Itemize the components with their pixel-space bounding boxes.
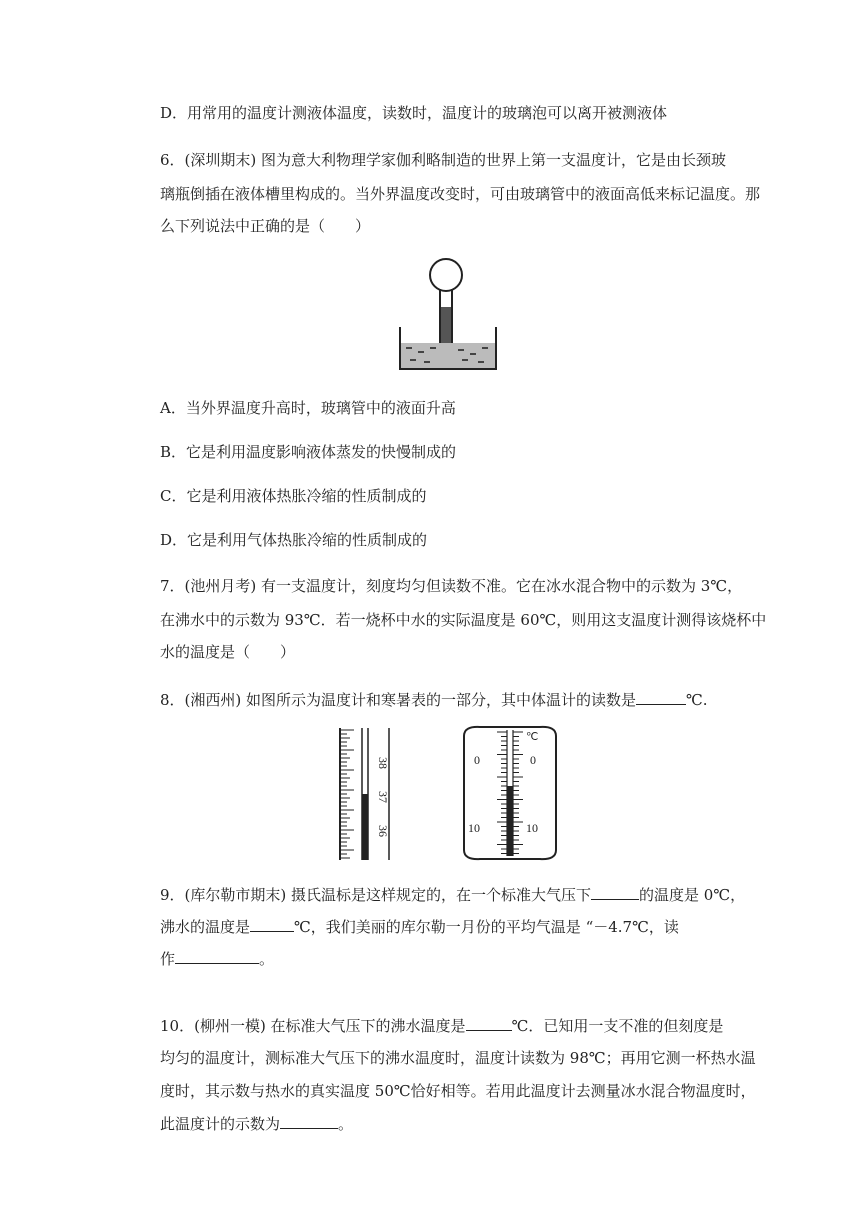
cold-hot-unit-label: ℃ bbox=[526, 731, 539, 743]
cold-hot-label-0-right: 0 bbox=[530, 753, 536, 767]
cold-hot-meter-figure bbox=[460, 724, 560, 862]
q10-text-4a: 此温度计的示数为 bbox=[160, 1115, 281, 1133]
cold-hot-label-0-left: 0 bbox=[474, 753, 480, 767]
q10-line3: 度时，其示数与热水的真实温度 50℃恰好相等。若用此温度计去测量冰水混合物温度时， bbox=[160, 1082, 756, 1100]
clinical-label-37: 37 bbox=[376, 791, 390, 803]
galileo-thermometer-figure bbox=[396, 255, 500, 373]
cold-hot-label-10-left: 10 bbox=[468, 821, 480, 835]
q9-text-2a: 沸水的温度是 bbox=[160, 918, 251, 936]
q10-text-1b: ℃．已知用一支不准的但刻度是 bbox=[511, 1017, 724, 1035]
q9-text-3b: 。 bbox=[259, 950, 275, 968]
q9-text-2b: ℃，我们美丽的库尔勒一月份的平均气温是 “－4.7℃，读 bbox=[294, 918, 679, 936]
q10-blank-2[interactable] bbox=[280, 1113, 338, 1129]
q7-stem-line3: 水的温度是（ ） bbox=[160, 643, 296, 661]
q10-text-4b: 。 bbox=[338, 1115, 354, 1133]
clinical-thermometer-figure bbox=[338, 728, 392, 860]
q8-text-before: 8．(湘西州) 如图所示为温度计和寒暑表的一部分，其中体温计的读数是 bbox=[160, 691, 637, 709]
q10-line2: 均匀的温度计，测标准大气压下的沸水温度时，温度计读数为 98℃；再用它测一杯热水温 bbox=[160, 1049, 756, 1067]
q9-line3 bbox=[160, 948, 274, 969]
q8-answer-blank[interactable] bbox=[636, 689, 686, 705]
q9-blank-2[interactable] bbox=[250, 916, 294, 932]
q10-text-1a: 10．(柳州一模) 在标准大气压下的沸水温度是 bbox=[160, 1017, 466, 1035]
q6-option-b: B．它是利用温度影响液体蒸发的快慢制成的 bbox=[160, 443, 457, 461]
q10-blank-1[interactable] bbox=[466, 1015, 512, 1031]
cold-hot-label-10-right: 10 bbox=[526, 821, 538, 835]
q10-line1 bbox=[160, 1015, 723, 1036]
q6-option-a: A．当外界温度升高时，玻璃管中的液面升高 bbox=[160, 399, 456, 417]
q9-blank-1[interactable] bbox=[591, 884, 639, 900]
q10-line4 bbox=[160, 1113, 353, 1134]
q9-blank-3[interactable] bbox=[175, 948, 259, 964]
q8-stem bbox=[160, 689, 708, 710]
q6-stem-line2: 璃瓶倒插在液体槽里构成的。当外界温度改变时，可由玻璃管中的液面高低来标记温度。那 bbox=[160, 185, 761, 203]
q7-stem-line1: 7．(池州月考) 有一支温度计，刻度均匀但读数不准。它在冰水混合物中的示数为 3℃， bbox=[160, 577, 743, 595]
q7-stem-line2: 在沸水中的示数为 93℃．若一烧杯中水的实际温度是 60℃，则用这支温度计测得该烧杯中 bbox=[160, 611, 767, 629]
q5-option-d: D．用常用的温度计测液体温度，读数时，温度计的玻璃泡可以离开被测液体 bbox=[160, 104, 668, 122]
q6-stem-line1: 6．(深圳期末) 图为意大利物理学家伽利略制造的世界上第一支温度计，它是由长颈玻 bbox=[160, 151, 727, 169]
q9-text-1b: 的温度是 0℃， bbox=[639, 886, 746, 904]
q8-text-after: ℃. bbox=[686, 691, 708, 709]
clinical-label-36: 36 bbox=[376, 825, 390, 837]
clinical-label-38: 38 bbox=[376, 757, 390, 769]
q6-stem-line3: 么下列说法中正确的是（ ） bbox=[160, 217, 371, 235]
q9-text-3a: 作 bbox=[160, 950, 176, 968]
q6-option-d: D．它是利用气体热胀冷缩的性质制成的 bbox=[160, 531, 428, 549]
q9-line1 bbox=[160, 884, 745, 905]
q9-line2 bbox=[160, 916, 679, 937]
q6-option-c: C．它是利用液体热胀冷缩的性质制成的 bbox=[160, 487, 427, 505]
q9-text-1a: 9．(库尔勒市期末) 摄氏温标是这样规定的，在一个标准大气压下 bbox=[160, 886, 592, 904]
